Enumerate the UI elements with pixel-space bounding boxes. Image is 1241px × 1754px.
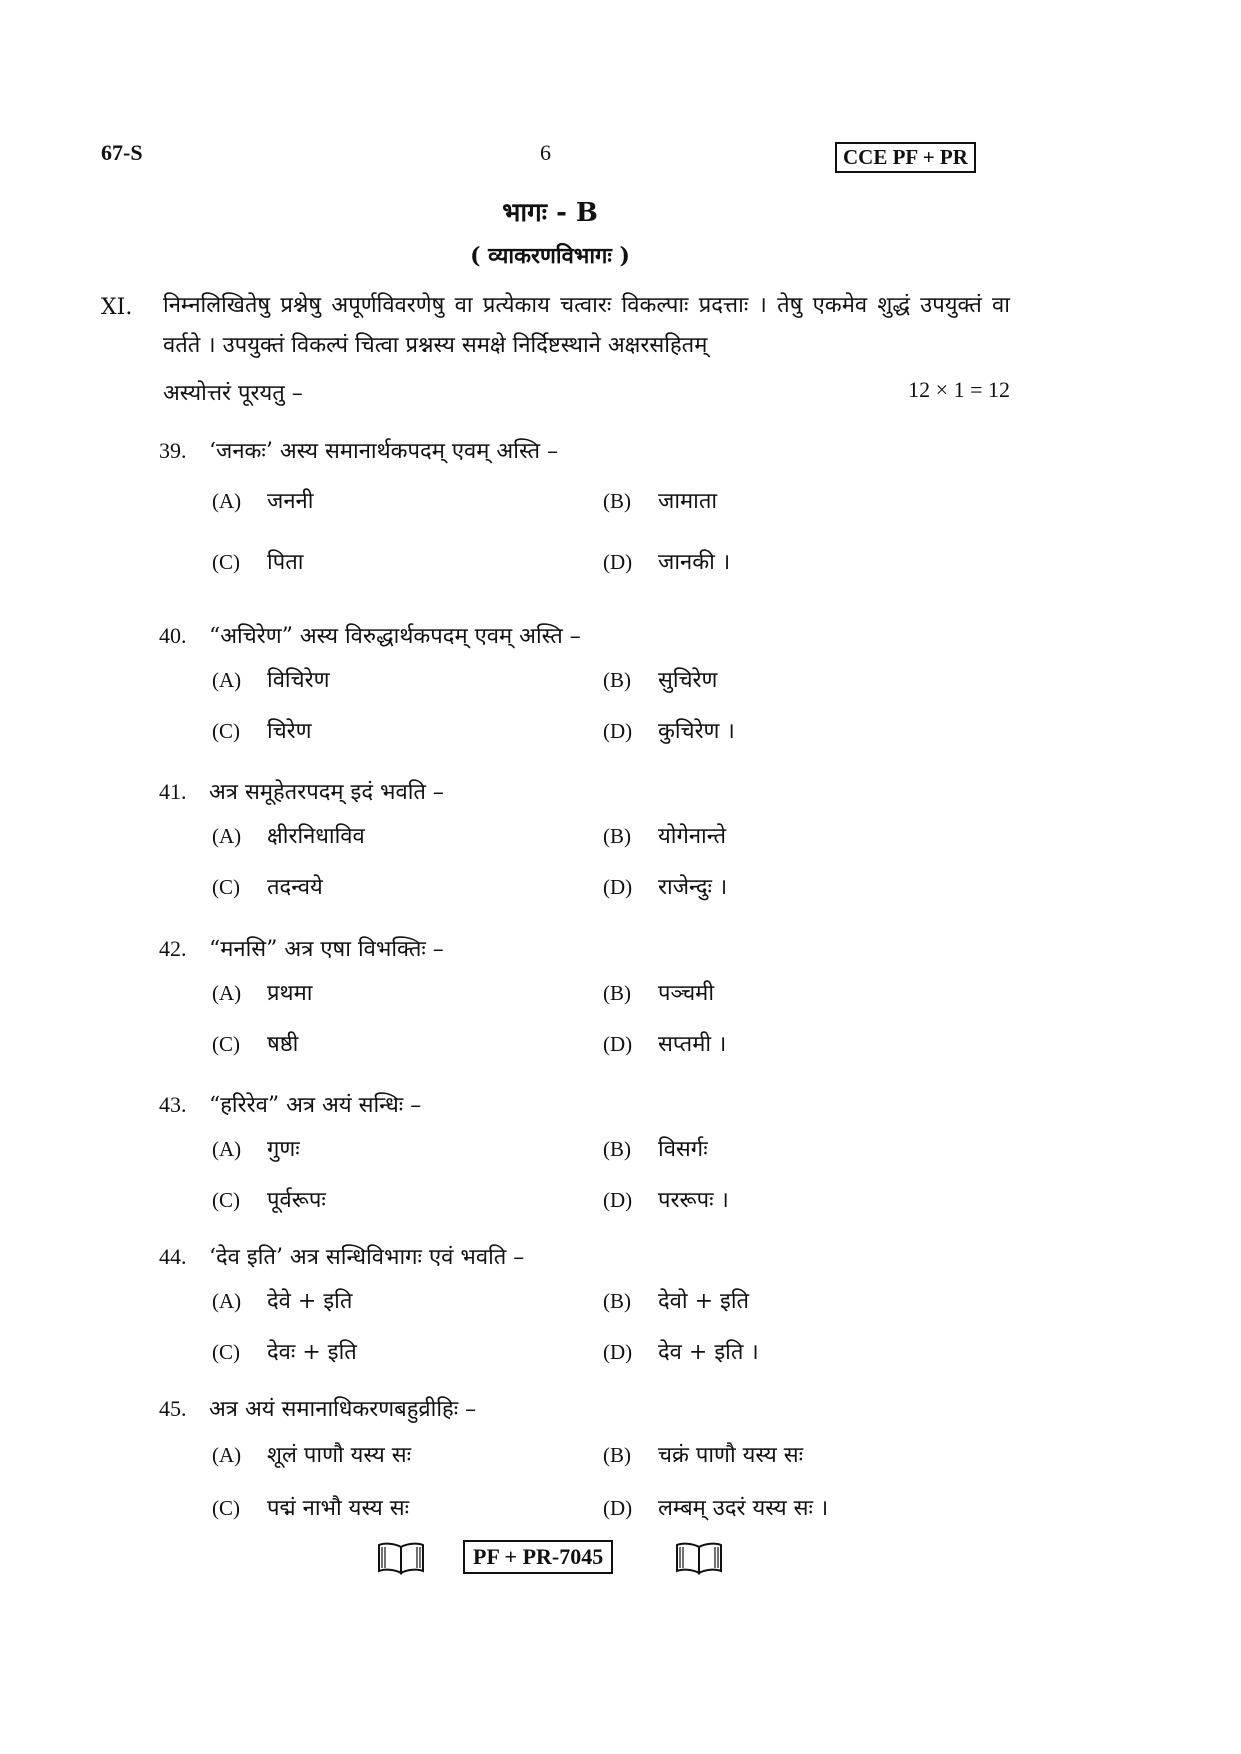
option-a <box>212 1285 352 1315</box>
option-label: (B) <box>603 824 631 848</box>
option-c <box>212 1336 357 1366</box>
option-c <box>212 546 303 576</box>
question-number: 44. <box>159 1244 187 1269</box>
option-text: राजेन्दुः । <box>658 875 728 900</box>
option-text: तदन्वये <box>267 875 323 900</box>
question-text: “हरिरेव” अत्र अयं सन्धिः – <box>209 1093 422 1118</box>
option-label: (B) <box>603 1443 631 1467</box>
option-d <box>603 546 730 576</box>
option-c <box>212 1492 409 1522</box>
option-label: (A) <box>212 981 242 1005</box>
option-text: जानकी । <box>658 550 731 575</box>
question-42 <box>159 933 444 963</box>
question-number: 39. <box>159 438 187 463</box>
question-number: 45. <box>159 1396 187 1421</box>
section-instruction: निम्नलिखितेषु प्रश्नेषु अपूर्णविवरणेषु वा प्रत्येकाय चत्वारः विकल्पाः प्रदत्ताः । तेषु एकमेव शुद्धं उपयुक्तं वा वर्तते । उपयुक्तं विकल्पं चित्वा प्रश्नस्य समक्षे निर्दिष्टस्थाने अक्षरसहितम् <box>163 293 1010 358</box>
option-a <box>212 977 312 1007</box>
option-label: (D) <box>603 1340 633 1364</box>
option-text: देवः + इति <box>267 1340 357 1365</box>
option-text: देवो + इति <box>658 1289 750 1314</box>
option-label: (A) <box>212 1137 242 1161</box>
option-c <box>212 715 312 745</box>
question-text: अत्र समूहेतरपदम् इदं भवति – <box>209 780 444 805</box>
question-text: अत्र अयं समानाधिकरणबहुव्रीहिः – <box>209 1397 477 1422</box>
option-label: (C) <box>212 875 240 899</box>
option-b <box>603 820 726 850</box>
section-marks: 12 × 1 = 12 <box>908 377 1010 402</box>
option-label: (D) <box>603 1032 633 1056</box>
option-label: (C) <box>212 1496 240 1520</box>
option-d <box>603 871 727 901</box>
option-label: (C) <box>212 1340 240 1364</box>
option-label: (A) <box>212 489 242 513</box>
option-label: (A) <box>212 1443 242 1467</box>
option-text: प्रथमा <box>267 981 313 1006</box>
option-a <box>212 485 313 515</box>
option-label: (A) <box>212 1289 242 1313</box>
question-41 <box>159 776 444 806</box>
option-d <box>603 1336 759 1366</box>
option-b <box>603 1285 749 1315</box>
open-book-icon <box>376 1541 426 1575</box>
footer-code: PF + PR-7045 <box>463 1540 613 1574</box>
option-text: विचिरेण <box>267 668 330 693</box>
option-label: (D) <box>603 719 633 743</box>
open-book-icon <box>674 1541 724 1575</box>
option-label: (A) <box>212 824 242 848</box>
option-text: पूर्वरूपः <box>267 1188 326 1213</box>
option-label: (C) <box>212 1188 240 1212</box>
option-text: गुणः <box>267 1137 300 1162</box>
option-label: (C) <box>212 719 240 743</box>
option-c <box>212 1184 326 1214</box>
question-text: ‘देव इति’ अत्र सन्धिविभागः एवं भवति – <box>209 1245 525 1270</box>
option-a <box>212 664 330 694</box>
option-label: (B) <box>603 981 631 1005</box>
page-number: 6 <box>540 140 551 165</box>
option-c <box>212 871 323 901</box>
question-text: “अचिरेण” अस्य विरुद्धार्थकपदम् एवम् अस्ति – <box>209 624 581 649</box>
option-text: क्षीरनिधाविव <box>267 824 365 849</box>
section-number: XI. <box>101 295 133 320</box>
option-label: (B) <box>603 489 631 513</box>
series-badge: CCE PF + PR <box>835 142 976 173</box>
option-text: लम्बम् उदरं यस्य सः । <box>658 1496 829 1521</box>
option-text: योगेनान्ते <box>658 824 727 849</box>
option-d <box>603 715 735 745</box>
question-40 <box>159 620 581 650</box>
option-text: पररूपः । <box>658 1188 729 1213</box>
option-text: पिता <box>267 550 304 575</box>
option-text: जननी <box>267 489 314 514</box>
option-label: (B) <box>603 668 631 692</box>
question-text: ‘जनकः’ अस्य समानार्थकपदम् एवम् अस्ति – <box>209 439 559 464</box>
option-text: सुचिरेण <box>658 668 718 693</box>
paper-code: 67-S <box>101 140 143 165</box>
part-subtitle: ( व्याकरणविभागः ) <box>470 243 630 269</box>
option-label: (C) <box>212 1032 240 1056</box>
section-instruction-last <box>163 377 1010 407</box>
option-label: (D) <box>603 550 633 574</box>
option-text: कुचिरेण । <box>658 719 735 744</box>
question-45 <box>159 1393 476 1423</box>
instruction-last-line: अस्योत्तरं पूरयतु – <box>163 381 303 406</box>
option-b <box>603 485 717 515</box>
option-text: सप्तमी । <box>658 1032 727 1057</box>
question-number: 42. <box>159 936 187 961</box>
option-text: षष्ठी <box>267 1032 299 1057</box>
option-text: चिरेण <box>267 719 312 744</box>
option-label: (A) <box>212 668 242 692</box>
option-label: (B) <box>603 1137 631 1161</box>
option-a <box>212 1439 411 1469</box>
option-b <box>603 1133 708 1163</box>
question-text: “मनसि” अत्र एषा विभक्तिः – <box>209 937 444 962</box>
option-text: देव + इति । <box>658 1340 759 1365</box>
option-a <box>212 820 365 850</box>
option-text: जामाता <box>658 489 718 514</box>
question-44 <box>159 1241 524 1271</box>
option-b <box>603 1439 803 1469</box>
option-d <box>603 1184 729 1214</box>
option-text: विसर्गः <box>658 1137 708 1162</box>
part-title: भागः - B <box>502 198 598 228</box>
question-39 <box>159 435 558 465</box>
option-c <box>212 1028 298 1058</box>
option-b <box>603 664 717 694</box>
option-a <box>212 1133 300 1163</box>
question-number: 41. <box>159 779 187 804</box>
option-label: (B) <box>603 1289 631 1313</box>
option-text: चक्रं पाणौ यस्य सः <box>658 1443 804 1468</box>
option-label: (D) <box>603 1496 633 1520</box>
option-label: (C) <box>212 550 240 574</box>
option-d <box>603 1492 828 1522</box>
option-label: (D) <box>603 875 633 899</box>
option-text: शूलं पाणौ यस्य सः <box>267 1443 412 1468</box>
option-text: पञ्चमी <box>658 981 715 1006</box>
question-number: 40. <box>159 623 187 648</box>
question-43 <box>159 1089 421 1119</box>
option-d <box>603 1028 726 1058</box>
question-number: 43. <box>159 1092 187 1117</box>
option-b <box>603 977 714 1007</box>
option-label: (D) <box>603 1188 633 1212</box>
option-text: पद्मं नाभौ यस्य सः <box>267 1496 410 1521</box>
option-text: देवे + इति <box>267 1289 353 1314</box>
